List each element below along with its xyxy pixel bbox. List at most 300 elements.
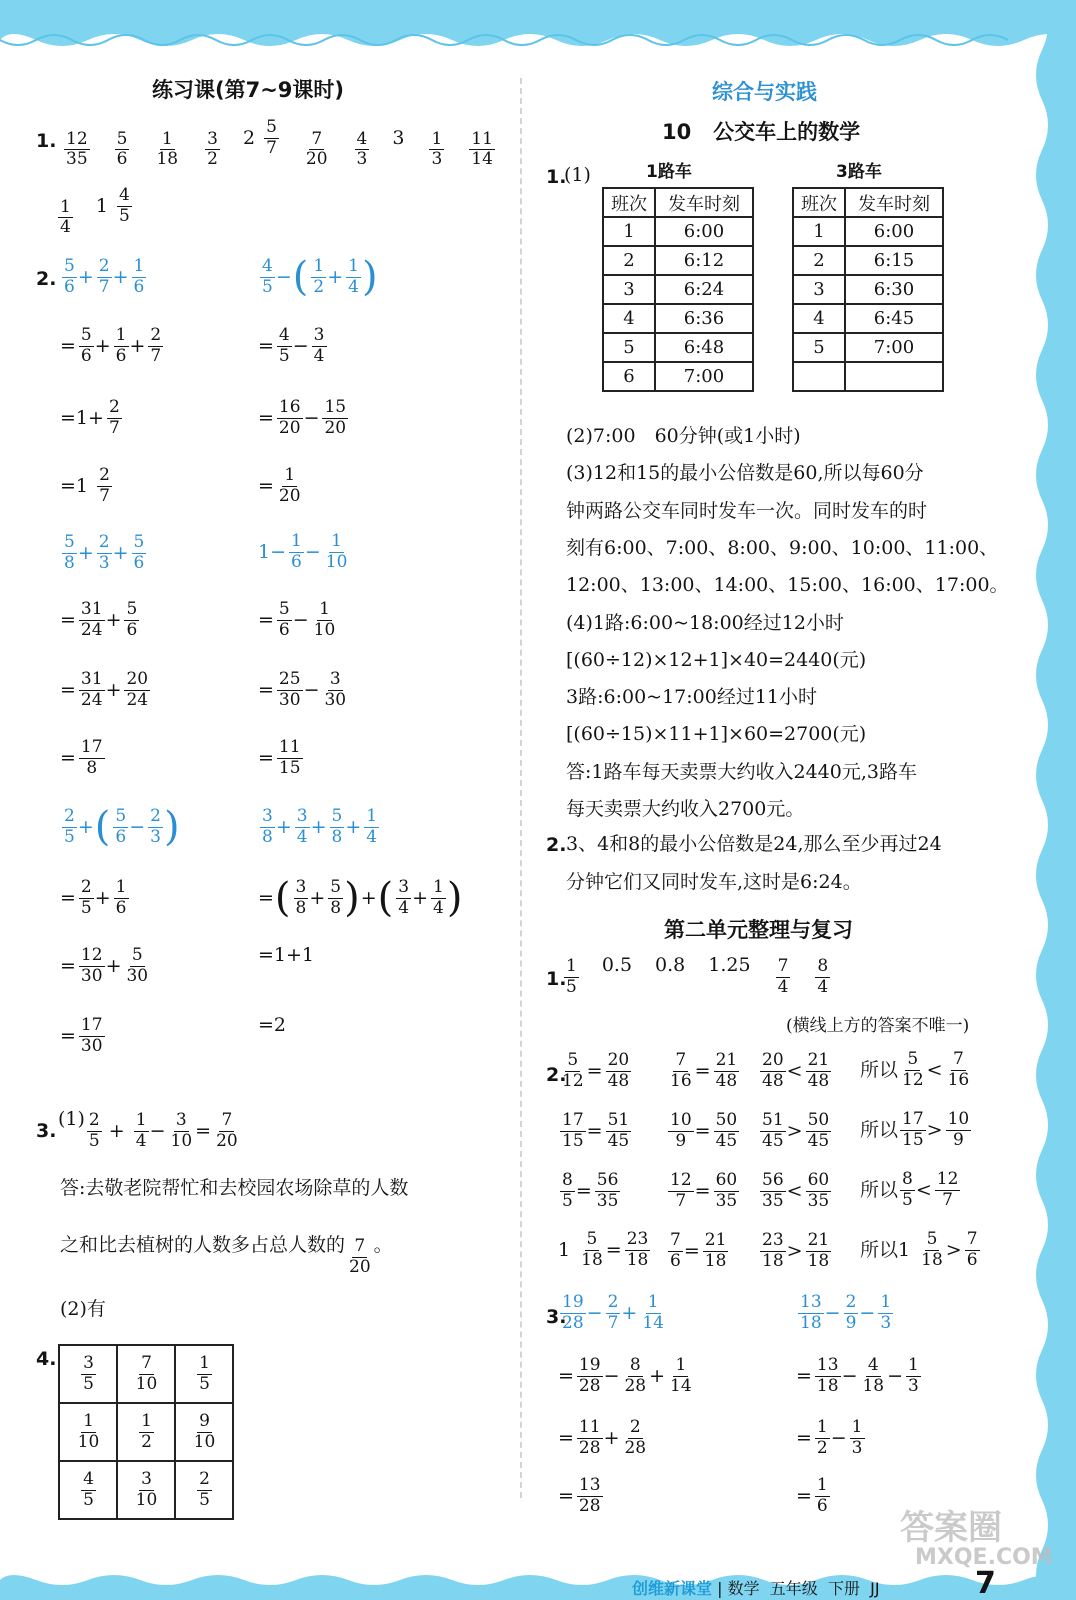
- table-cell: 3: [793, 275, 845, 304]
- fraction: $\frac{31}{24}$: [80, 669, 103, 710]
- math-line: [796, 1476, 831, 1516]
- fraction: $\frac{5}{6}$: [80, 325, 92, 366]
- fraction: $\frac{3}{8}$: [295, 877, 307, 918]
- fraction: $\frac{51}{45}$: [607, 1110, 630, 1151]
- fraction: $\frac{13}{28}$: [578, 1475, 601, 1516]
- fraction: $\frac{3}{5}$: [83, 1353, 94, 1394]
- math-line: [60, 600, 140, 640]
- fraction: $\frac{5}{30}$: [126, 945, 149, 986]
- math-text: −: [603, 1364, 620, 1387]
- math-text: >: [945, 1238, 962, 1261]
- table-header-row: [793, 188, 943, 217]
- fraction: $\frac{1}{14}$: [642, 1292, 664, 1333]
- table-cell: 6: [603, 362, 655, 391]
- grid-cell: [175, 1461, 233, 1519]
- fraction: $\frac{5}{12}$: [902, 1049, 924, 1090]
- text-line: 钟两路公交车同时发车一次。同时发车的时: [566, 499, 928, 522]
- review-q1-answers: [562, 956, 853, 997]
- fraction: $\frac{1}{6}$: [291, 531, 302, 572]
- math-text: −: [830, 1426, 847, 1449]
- footer-grade: 五年级: [769, 1579, 818, 1598]
- math-text: =: [60, 954, 76, 977]
- q3-number: 3.: [36, 1120, 57, 1142]
- math-line: [558, 1356, 695, 1396]
- fraction: $\frac{8}{4}$: [817, 956, 829, 997]
- fraction: $\frac{5}{6}$: [133, 532, 145, 573]
- fraction: $\frac{5}{6}$: [64, 256, 75, 297]
- comparison-b: [666, 1110, 740, 1151]
- footer-bar: [632, 1576, 880, 1599]
- fraction: $\frac{1}{3}$: [880, 1292, 892, 1333]
- fraction: $\frac{1}{6}$: [133, 256, 145, 297]
- math-line: [60, 532, 147, 573]
- fraction: $\frac{1}{2}$: [141, 1411, 152, 1452]
- fraction: $\frac{17}{15}$: [902, 1109, 924, 1150]
- math-text: =: [558, 1364, 574, 1387]
- fraction: $\frac{21}{48}$: [715, 1050, 738, 1091]
- fraction: $\frac{1}{20}$: [278, 465, 301, 506]
- answer-item: [353, 130, 371, 170]
- math-line: [796, 1356, 922, 1396]
- math-line: [60, 804, 181, 851]
- table-row: [793, 275, 943, 304]
- q3-part2: (2)有: [60, 1298, 106, 1320]
- comparison-a: [558, 1110, 632, 1151]
- math-text: =: [195, 1119, 212, 1142]
- table-cell: 2: [793, 246, 845, 275]
- math-text: +: [77, 265, 94, 288]
- math-text: 1: [558, 1238, 577, 1261]
- fraction: $\frac{7}{4}$: [777, 956, 789, 997]
- table-row: [603, 275, 753, 304]
- fraction: $\frac{5}{8}$: [64, 532, 75, 573]
- fraction: $\frac{2}{7}$: [150, 325, 162, 366]
- fraction: $\frac{7}{20}$: [216, 1110, 238, 1151]
- math-text: =: [258, 334, 274, 357]
- footer-edition: JJ: [870, 1579, 880, 1598]
- math-text: =: [694, 1179, 711, 1202]
- fraction: $\frac{15}{20}$: [324, 397, 347, 438]
- math-line: [60, 946, 151, 986]
- table-header: 班次: [603, 188, 655, 217]
- math-text: −: [292, 334, 309, 357]
- math-line: [258, 254, 379, 301]
- answer-item: [243, 118, 280, 158]
- fraction: $\frac{8}{5}$: [902, 1169, 913, 1210]
- wave-border-top: [0, 0, 1076, 62]
- fraction: $\frac{2}{5}$: [64, 806, 75, 847]
- fraction: $\frac{1}{3}$: [851, 1417, 863, 1458]
- q3-answer-line1: 答:去敬老院帮忙和去校园农场除草的人数: [60, 1177, 409, 1199]
- table-cell: [845, 362, 943, 391]
- math-line: [796, 1418, 866, 1458]
- conclusion-label: 所以: [860, 1058, 899, 1081]
- math-text: −: [859, 1301, 876, 1324]
- fraction: $\frac{16}{20}$: [278, 397, 301, 438]
- math-text: =: [796, 1484, 812, 1507]
- fraction: $\frac{1}{14}$: [670, 1355, 692, 1396]
- math-line: [558, 1292, 667, 1333]
- fraction: $\frac{1}{4}$: [433, 877, 444, 918]
- math-text: 1.25: [708, 954, 751, 976]
- q4-number: 4.: [36, 1348, 57, 1370]
- fraction: $\frac{17}{15}$: [562, 1110, 584, 1151]
- math-line: [258, 466, 304, 506]
- comparison-b: [666, 1230, 729, 1271]
- fraction: $\frac{56}{35}$: [762, 1170, 784, 1211]
- math-text: +: [649, 1364, 666, 1387]
- fraction: $\frac{2}{7}$: [99, 465, 110, 506]
- math-text: =: [796, 1426, 812, 1449]
- table-cell: 3: [603, 275, 655, 304]
- fraction: $\frac{2}{5}$: [199, 1469, 210, 1510]
- math-line: [258, 806, 380, 847]
- comparison-c: [758, 1050, 832, 1091]
- fraction: $\frac{5}{6}$: [278, 599, 290, 640]
- answer-item: [152, 130, 181, 170]
- table-row: [793, 304, 943, 333]
- bus-q2-number: 2.: [546, 834, 567, 856]
- footer-subject: 数学: [727, 1579, 760, 1598]
- table-cell: 6:15: [845, 246, 943, 275]
- math-text: =2: [258, 1014, 287, 1036]
- fraction: $\frac{5}{7}$: [266, 117, 277, 158]
- math-text: +: [345, 815, 362, 838]
- text-line: 3、4和8的最小公倍数是24,那么至少再过24: [566, 833, 942, 855]
- math-line: [60, 738, 106, 778]
- math-text: =: [258, 608, 274, 631]
- comparison-a: [558, 1050, 632, 1091]
- fraction: $\frac{21}{18}$: [807, 1230, 830, 1271]
- comparison-a: [558, 1230, 651, 1270]
- fraction: $\frac{23}{18}$: [762, 1230, 784, 1271]
- math-text: =: [683, 1239, 700, 1262]
- math-line: [258, 875, 463, 922]
- math-line: [258, 398, 349, 438]
- fraction: $\frac{2}{7}$: [607, 1292, 619, 1333]
- math-line: [60, 466, 113, 506]
- fraction: $\frac{8}{28}$: [624, 1355, 647, 1396]
- fraction: $\frac{12}{7}$: [670, 1170, 692, 1211]
- table-cell: 6:30: [845, 275, 943, 304]
- fraction: $\frac{21}{48}$: [807, 1050, 830, 1091]
- math-text: +: [603, 1426, 620, 1449]
- table-row: [603, 217, 753, 246]
- comparison-conclusion: [860, 1050, 972, 1090]
- table-cell: 5: [793, 333, 845, 362]
- q3-part1-label: (1): [58, 1108, 85, 1130]
- math-text: +: [621, 1301, 638, 1324]
- bus1-timetable: [602, 187, 754, 392]
- comparison-b: [666, 1050, 740, 1091]
- fraction: $\frac{3}{2}$: [207, 128, 218, 170]
- math-text: 1: [898, 1238, 917, 1261]
- math-line: [258, 326, 328, 366]
- fraction: $\frac{12}{7}$: [936, 1169, 959, 1210]
- math-text: −: [887, 1364, 904, 1387]
- math-text: −: [129, 815, 146, 838]
- q1-answers-row2: [56, 186, 155, 238]
- table-cell: 7:00: [845, 333, 943, 362]
- math-text: =: [605, 1238, 622, 1261]
- math-text: =: [258, 474, 274, 497]
- fraction: $\frac{1}{6}$: [816, 1475, 828, 1516]
- fraction: $\frac{17}{8}$: [80, 737, 103, 778]
- math-text: <: [786, 1059, 803, 1082]
- answer-item: [96, 186, 133, 226]
- math-text: +: [360, 886, 377, 909]
- fraction: $\frac{1}{4}$: [348, 256, 359, 297]
- answer-item: [708, 956, 751, 975]
- fraction: $\frac{7}{6}$: [670, 1230, 681, 1271]
- review-q3-number: 3.: [546, 1306, 567, 1328]
- fraction: $\frac{4}{18}$: [862, 1355, 885, 1396]
- table-cell: 6:12: [655, 246, 753, 275]
- math-text: 0.5: [601, 954, 633, 976]
- math-text: +: [94, 334, 111, 357]
- fraction: $\frac{4}{5}$: [262, 256, 273, 297]
- grid-row: [59, 1461, 233, 1519]
- answer-item: [562, 957, 580, 997]
- table-cell: 6:48: [655, 333, 753, 362]
- fraction: $\frac{1}{4}$: [60, 196, 71, 238]
- math-text: =: [558, 1484, 574, 1507]
- table-cell: [793, 362, 845, 391]
- math-text: =: [586, 1119, 603, 1142]
- table-row: [603, 362, 753, 391]
- fraction: $\frac{20}{24}$: [126, 669, 149, 710]
- fraction: $\frac{20}{48}$: [607, 1050, 630, 1091]
- text-line: 答:1路车每天卖票大约收入2440元,3路车: [566, 760, 917, 783]
- review-q2-number: 2.: [546, 1064, 567, 1086]
- math-text: +: [77, 815, 94, 838]
- math-text: −: [275, 265, 292, 288]
- fraction: $\frac{20}{48}$: [762, 1050, 784, 1091]
- math-text: =: [694, 1119, 711, 1142]
- fraction: $\frac{5}{8}$: [331, 806, 343, 847]
- table-cell: 7:00: [655, 362, 753, 391]
- lesson-number: 10: [662, 120, 692, 144]
- fraction: $\frac{19}{28}$: [562, 1292, 584, 1333]
- math-text: +: [309, 886, 326, 909]
- bus3-timetable: [792, 187, 944, 392]
- table-cell: 1: [793, 217, 845, 246]
- math-text: 0.8: [655, 954, 686, 976]
- fraction: $\frac{7}{16}$: [947, 1049, 970, 1090]
- math-text: =: [60, 746, 76, 769]
- fraction: $\frac{4}{5}$: [83, 1469, 94, 1510]
- fraction: $\frac{3}{30}$: [324, 669, 347, 710]
- grid-cell: [59, 1403, 117, 1461]
- column-divider: [520, 78, 522, 1498]
- text-line: (4)1路:6:00~18:00经过12小时: [566, 611, 844, 634]
- math-line: [258, 532, 350, 572]
- table-header-row: [603, 188, 753, 217]
- fraction: $\frac{5}{18}$: [921, 1229, 943, 1270]
- math-line: [258, 1016, 287, 1035]
- watermark-url: MXQE.COM: [915, 1545, 1053, 1570]
- conclusion-label: 所以: [860, 1118, 899, 1141]
- fraction: $\frac{11}{14}$: [471, 128, 493, 170]
- fraction: $\frac{3}{4}$: [398, 877, 410, 918]
- math-text: 1−: [258, 540, 287, 563]
- table-cell: 6:00: [655, 217, 753, 246]
- math-text: =: [586, 1059, 603, 1082]
- fraction: $\frac{1}{18}$: [156, 128, 179, 170]
- table-row: [793, 246, 943, 275]
- fraction: $\frac{2}{7}$: [108, 397, 120, 438]
- math-text: =: [60, 678, 76, 701]
- bus3-title: 3路车: [836, 162, 882, 182]
- fraction: $\frac{1}{6}$: [115, 325, 127, 366]
- grid-cell: [175, 1403, 233, 1461]
- table-row: [793, 217, 943, 246]
- math-line: [60, 256, 147, 297]
- page-number: 7: [975, 1566, 996, 1600]
- math-line: [60, 398, 123, 438]
- answer-item: [774, 957, 792, 997]
- fraction: $\frac{7}{20}$: [349, 1236, 371, 1277]
- fraction: $\frac{2}{7}$: [98, 256, 110, 297]
- fraction: $\frac{5}{6}$: [115, 806, 127, 847]
- math-text: =1+1: [258, 944, 315, 966]
- math-text: (: [377, 875, 394, 922]
- fraction: $\frac{10}{9}$: [947, 1109, 970, 1150]
- table-row: [603, 304, 753, 333]
- math-line: [796, 1292, 894, 1333]
- math-line: [258, 670, 349, 710]
- fraction: $\frac{23}{18}$: [626, 1229, 649, 1270]
- fraction: $\frac{7}{6}$: [966, 1229, 978, 1270]
- conclusion-label: 所以: [860, 1238, 899, 1261]
- fraction: $\frac{4}{3}$: [356, 128, 368, 170]
- bus1-title: 1路车: [646, 162, 692, 182]
- review-q1-number: 1.: [546, 968, 567, 990]
- fraction: $\frac{7}{20}$: [305, 128, 328, 170]
- fraction: $\frac{1}{2}$: [816, 1417, 828, 1458]
- math-text: +: [310, 815, 327, 838]
- math-line: [558, 1476, 604, 1516]
- fraction: $\frac{50}{45}$: [715, 1110, 738, 1151]
- answer-item: [392, 126, 405, 149]
- table-cell: 1: [603, 217, 655, 246]
- fraction: $\frac{7}{16}$: [670, 1050, 692, 1091]
- table-row: [793, 333, 943, 362]
- text-line: (2)7:00 60分钟(或1小时): [566, 425, 801, 447]
- math-text: +: [105, 678, 122, 701]
- text-line: [(60÷15)×11+1]×60=2700(元): [566, 723, 867, 746]
- answer-item: [602, 956, 633, 975]
- math-text: −: [292, 608, 309, 631]
- math-text: 1: [95, 194, 114, 217]
- comparison-conclusion: [860, 1170, 961, 1210]
- math-text: =1+: [60, 406, 104, 429]
- text-line: 12:00、13:00、14:00、15:00、16:00、17:00。: [566, 574, 1009, 597]
- math-text: −: [303, 406, 320, 429]
- math-text: =: [60, 608, 76, 631]
- table-row: [603, 333, 753, 362]
- math-text: +: [112, 265, 129, 288]
- math-text: +: [275, 815, 292, 838]
- math-text: +: [77, 541, 94, 564]
- footer-brand: 创维新课堂: [632, 1579, 713, 1598]
- review-q1-note: (横线上方的答案不唯一): [786, 1016, 970, 1036]
- math-line: [258, 600, 338, 640]
- bus-q1-part1: (1): [564, 164, 591, 186]
- footer-sep: |: [717, 1579, 723, 1598]
- math-text: −: [304, 540, 321, 563]
- grid-cell: [117, 1461, 175, 1519]
- lesson-heading: [662, 122, 860, 143]
- grid-cell: [117, 1403, 175, 1461]
- answer-item: [655, 956, 686, 975]
- right-section-label: 综合与实践: [712, 80, 817, 104]
- fraction: $\frac{1}{10}$: [77, 1411, 100, 1452]
- math-text: −: [149, 1119, 166, 1142]
- math-line: [60, 326, 164, 366]
- q3-answer-suffix: 。: [373, 1234, 393, 1256]
- grid-row: [59, 1403, 233, 1461]
- table-cell: 6:24: [655, 275, 753, 304]
- fraction: $\frac{1}{6}$: [115, 877, 127, 918]
- math-text: +: [102, 1119, 131, 1142]
- answer-item: [113, 130, 131, 170]
- q3-equation: [58, 1110, 241, 1151]
- math-line: [258, 946, 315, 965]
- math-text: −: [841, 1364, 858, 1387]
- fraction: $\frac{11}{28}$: [578, 1417, 601, 1458]
- answer-item: [62, 130, 91, 170]
- fraction: $\frac{4}{5}$: [118, 185, 130, 226]
- math-text: +: [105, 608, 122, 631]
- text-line: (3)12和15的最小公倍数是60,所以每60分: [566, 462, 924, 485]
- fraction: $\frac{2}{28}$: [624, 1417, 647, 1458]
- math-text: −: [303, 678, 320, 701]
- math-text: ): [163, 804, 180, 851]
- watermark-logo: 答案圈: [900, 1508, 1002, 1548]
- grid-row: [59, 1345, 233, 1403]
- fraction: $\frac{5}{18}$: [581, 1229, 603, 1270]
- table-row: [603, 246, 753, 275]
- math-text: =: [694, 1059, 711, 1082]
- math-text: =: [60, 1024, 76, 1047]
- text-line: 分钟它们又同时发车,这时是6:24。: [566, 871, 862, 893]
- q3-eq-math: [85, 1108, 241, 1151]
- q2-number: 2.: [36, 268, 57, 290]
- math-text: +: [412, 886, 428, 909]
- fraction: $\frac{1}{2}$: [313, 256, 325, 297]
- fraction: $\frac{5}{6}$: [116, 128, 128, 170]
- math-text: =: [258, 886, 274, 909]
- fraction: $\frac{2}{5}$: [88, 1110, 100, 1151]
- fraction: $\frac{5}{6}$: [126, 599, 138, 640]
- fraction: $\frac{12}{35}$: [66, 128, 88, 170]
- fraction: $\frac{2}{9}$: [845, 1292, 857, 1333]
- fraction: $\frac{56}{35}$: [596, 1170, 619, 1211]
- math-text: 2: [242, 126, 262, 149]
- text-line: 每天卖票大约收入2700元。: [566, 798, 805, 820]
- fraction: $\frac{51}{45}$: [762, 1110, 784, 1151]
- table-cell: 6:36: [655, 304, 753, 333]
- table-header: 班次: [793, 188, 845, 217]
- fraction: $\frac{4}{5}$: [278, 325, 290, 366]
- bus-q1-number: 1.: [546, 166, 567, 188]
- left-section-title: 练习课(第7~9课时): [152, 78, 345, 102]
- math-text: =: [558, 1426, 574, 1449]
- math-text: ): [361, 254, 378, 301]
- comparison-c: [758, 1230, 832, 1271]
- conclusion-label: 所以: [860, 1178, 899, 1201]
